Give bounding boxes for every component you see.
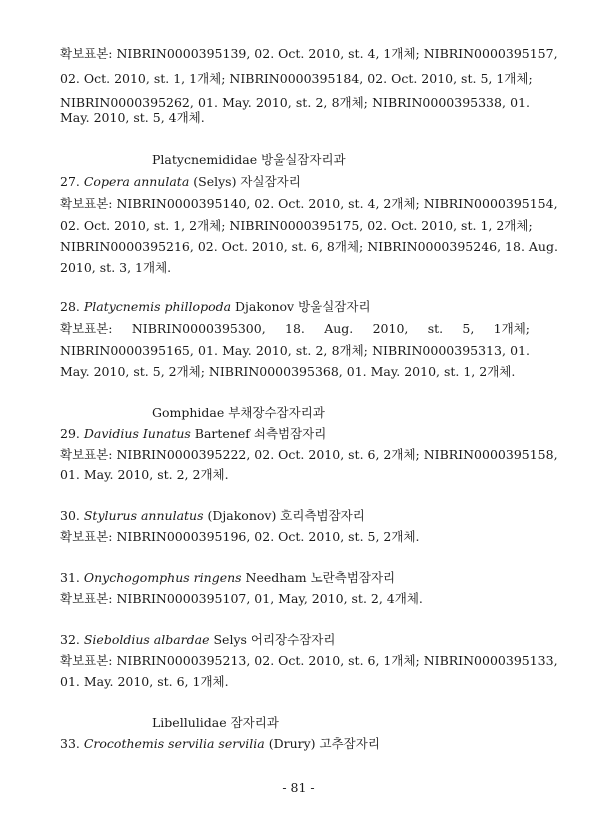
species-author: (Djakonov) 호리측범잠자리 xyxy=(203,508,365,523)
specimen-line: NIBRIN0000395262, 01. May. 2010, st. 2, 8개체; NIBRIN0000395338, 01. xyxy=(60,95,530,110)
specimen-line: 확보표본: NIBRIN0000395300, 18. Aug. 2010, st. 5, 1개체; xyxy=(60,321,530,336)
specimen-line: 확보표본: NIBRIN0000395139, 02. Oct. 2010, st. 4, 1개체; NIBRIN0000395157, xyxy=(60,46,558,61)
species-name: Davidius Iunatus xyxy=(83,426,191,441)
specimen-line: May. 2010, st. 5, 2개체; NIBRIN0000395368, 01. May. 2010, st. 1, 2개체. xyxy=(60,364,516,379)
species-name: Crocothemis servilia servilia xyxy=(83,736,265,751)
specimen-line: May. 2010, st. 5, 4개체. xyxy=(60,110,205,125)
species-name: Copera annulata xyxy=(83,174,190,189)
family-heading: Libellulidae 잠자리과 xyxy=(152,715,279,730)
species-heading xyxy=(60,506,530,526)
species-heading xyxy=(60,734,530,754)
species-author: (Drury) 고추잠자리 xyxy=(264,736,380,751)
specimen-line: 02. Oct. 2010, st. 1, 2개체; NIBRIN0000395175, 02. Oct. 2010, st. 1, 2개체; xyxy=(60,218,533,233)
species-author: Bartenef 쇠측범잠자리 xyxy=(190,426,327,441)
specimen-line: 확보표본: NIBRIN0000395213, 02. Oct. 2010, st. 6, 1개체; NIBRIN0000395133, xyxy=(60,653,558,668)
specimen-line: 02. Oct. 2010, st. 1, 1개체; NIBRIN0000395184, 02. Oct. 2010, st. 5, 1개체; xyxy=(60,71,533,86)
species-number: 31. xyxy=(60,570,84,585)
specimen-line: 확보표본: NIBRIN0000395107, 01, May, 2010, st. 2, 4개체. xyxy=(60,591,423,606)
species-name: Platycnemis phillopoda xyxy=(83,299,232,314)
specimen-line: 확보표본: NIBRIN0000395222, 02. Oct. 2010, st. 6, 2개체; NIBRIN0000395158, xyxy=(60,447,558,462)
species-heading xyxy=(60,630,530,650)
species-heading xyxy=(60,424,530,444)
species-author: Needham 노란측범잠자리 xyxy=(241,570,396,585)
species-name: Onychogomphus ringens xyxy=(83,570,242,585)
species-number: 30. xyxy=(60,508,84,523)
family-heading: Platycnemididae 방울실잠자리과 xyxy=(152,152,346,167)
species-name: Sieboldius albardae xyxy=(83,632,210,647)
page-number: - 81 - xyxy=(282,780,315,795)
species-author: Djakonov 방울실잠자리 xyxy=(231,299,371,314)
species-author: (Selys) 자실잠자리 xyxy=(189,174,301,189)
species-number: 32. xyxy=(60,632,84,647)
species-author: Selys 어리장수잠자리 xyxy=(209,632,336,647)
species-heading xyxy=(60,172,530,192)
species-name: Stylurus annulatus xyxy=(83,508,204,523)
species-number: 27. xyxy=(60,174,84,189)
species-heading xyxy=(60,568,530,588)
specimen-line: 01. May. 2010, st. 2, 2개체. xyxy=(60,467,229,482)
species-number: 33. xyxy=(60,736,84,751)
family-heading: Gomphidae 부채장수잠자리과 xyxy=(152,405,325,420)
species-number: 28. xyxy=(60,299,84,314)
specimen-line: 2010, st. 3, 1개체. xyxy=(60,260,172,275)
species-heading xyxy=(60,297,530,317)
specimen-line: NIBRIN0000395165, 01. May. 2010, st. 2, 8개체; NIBRIN0000395313, 01. xyxy=(60,343,530,358)
species-number: 29. xyxy=(60,426,84,441)
specimen-line: 확보표본: NIBRIN0000395196, 02. Oct. 2010, st. 5, 2개체. xyxy=(60,529,420,544)
specimen-line: 01. May. 2010, st. 6, 1개체. xyxy=(60,674,229,689)
specimen-line: 확보표본: NIBRIN0000395140, 02. Oct. 2010, st. 4, 2개체; NIBRIN0000395154, xyxy=(60,196,558,211)
specimen-line: NIBRIN0000395216, 02. Oct. 2010, st. 6, 8개체; NIBRIN0000395246, 18. Aug. xyxy=(60,239,558,254)
